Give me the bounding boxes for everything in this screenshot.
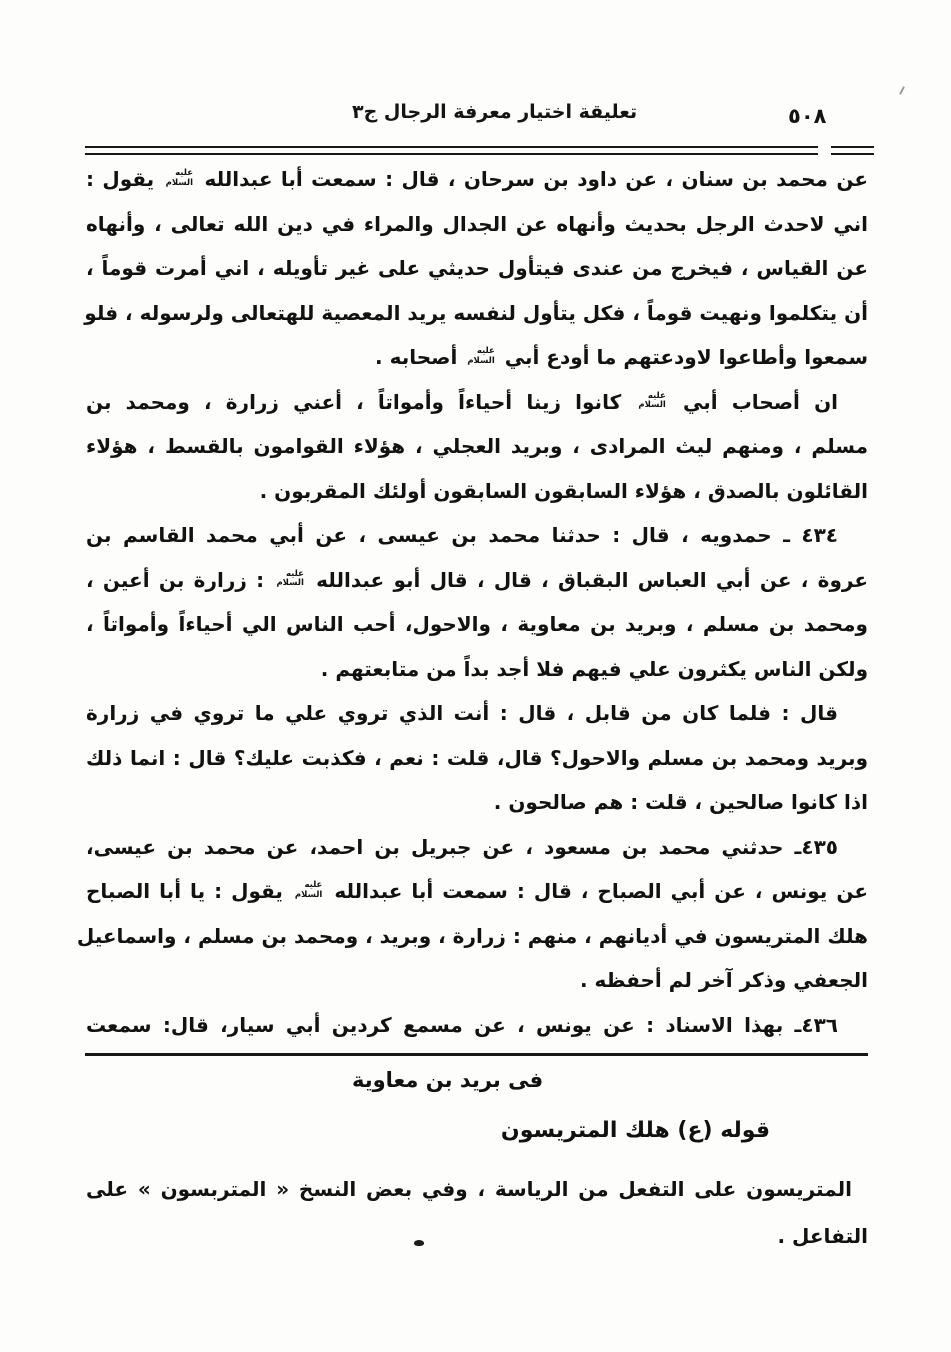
alayhi-salam-honorific-icon: عليه السلام bbox=[165, 168, 194, 188]
commentary-block bbox=[86, 1166, 868, 1260]
text-line: اذا كانوا صالحين ، قلت : هم صالحون . bbox=[493, 790, 868, 814]
page-number: ٥٠٨ bbox=[788, 104, 827, 128]
text-line: ٤٣٥ـ حدثني محمد بن مسعود ، عن جبريل بن احمد، عن محمد بن عيسى، bbox=[86, 834, 838, 859]
text-line: ان أصحاب أبي عليه السلام كانوا زينا أحياءاً وأمواتاً ، أعني زرارة ، ومحمد بن bbox=[86, 389, 838, 414]
text-line: ومحمد بن مسلم ، وبريد بن معاوية ، والاحول، أحب الناس الي أحياءاً وأمواتاً ، bbox=[86, 612, 868, 636]
section-title: فى بريد بن معاوية bbox=[352, 1068, 544, 1092]
text-line: ولكن الناس يكثرون علي فيهم فلا أجد بداً من متابعتهم . bbox=[320, 656, 868, 681]
text-line: أن يتكلموا ونهيت قوماً ، فكل يتأول لنفسه يريد المعصية للهتعالى ولرسوله ، فلو bbox=[84, 300, 868, 325]
section-divider-rule bbox=[85, 1053, 868, 1056]
text-line: هلك المتريسون في أديانهم ، منهم : زرارة ، وبريد ، ومحمد بن مسلم ، واسماعيل bbox=[76, 923, 868, 948]
text-line: عن يونس ، عن أبي الصباح ، قال : سمعت أبا عبدالله عليه السلام يقول : يا أبا الصباح bbox=[86, 879, 868, 903]
scan-speck-slash bbox=[899, 86, 905, 95]
text-line: عروة ، عن أبي العباس البقباق ، قال ، قال أبو عبدالله عليه السلام : زرارة بن أعين ، bbox=[86, 567, 868, 592]
alayhi-salam-honorific-icon: عليه السلام bbox=[276, 568, 304, 588]
text-line: القائلون بالصدق ، هؤلاء السابقون السابقون أولئك المقربون . bbox=[259, 478, 868, 503]
section-subtitle: قوله (ع) هلك المتريسون bbox=[500, 1118, 770, 1143]
alayhi-salam-honorific-icon: عليه السلام bbox=[638, 390, 666, 410]
text-line: سمعوا وأطاعوا لاودعتهم ما أودع أبي عليه السلام أصحابه . bbox=[375, 345, 868, 369]
main-text-block bbox=[76, 157, 868, 1047]
book-title-header: تعليقة اختيار معرفة الرجال ج٣ bbox=[352, 101, 638, 123]
text-line: ٤٣٦ـ بهذا الاسناد : عن يونس ، عن مسمع كردين أبي سيار، قال: سمعت bbox=[86, 1012, 838, 1037]
text-line: مسلم ، ومنهم ليث المرادى ، وبريد العجلي ، هؤلاء القوامون بالقسط ، هؤلاء bbox=[86, 434, 868, 458]
alayhi-salam-honorific-icon: عليه السلام bbox=[294, 880, 323, 900]
text-line: ٤٣٤ ـ حمدويه ، قال : حدثنا محمد بن عيسى ، عن أبي محمد القاسم بن bbox=[86, 523, 838, 547]
header-rule-dash bbox=[831, 146, 874, 155]
scan-ink-blot bbox=[414, 1240, 424, 1246]
text-line: عن القياس ، فيخرج من عندى فيتأول حديثي على غير تأويله ، اني أمرت قوماً ، bbox=[86, 256, 868, 280]
text-line: اني لاحدث الرجل بحديث وأنهاه عن الجدال والمراء في دين الله تعالى ، وأنهاه bbox=[86, 211, 868, 236]
text-line: عن محمد بن سنان ، عن داود بن سرحان ، قال : سمعت أبا عبدالله عليه السلام يقول : bbox=[86, 167, 868, 191]
text-line: الجعفي وذكر آخر لم أحفظه . bbox=[579, 968, 868, 992]
text-line: قال : فلما كان من قابل ، قال : أنت الذي تروي علي ما تروي في زرارة bbox=[86, 701, 838, 725]
text-line: المتريسون على التفعل من الرياسة ، وفي بعض النسخ « المتربسون » على bbox=[86, 1177, 852, 1201]
alayhi-salam-honorific-icon: عليه السلام bbox=[467, 346, 495, 366]
text-line: التفاعل . bbox=[777, 1224, 868, 1248]
header-rule bbox=[85, 146, 818, 155]
text-line: وبريد ومحمد بن مسلم والاحول؟ قال، قلت : نعم ، فكذبت عليك؟ قال : انما ذلك bbox=[86, 745, 868, 770]
